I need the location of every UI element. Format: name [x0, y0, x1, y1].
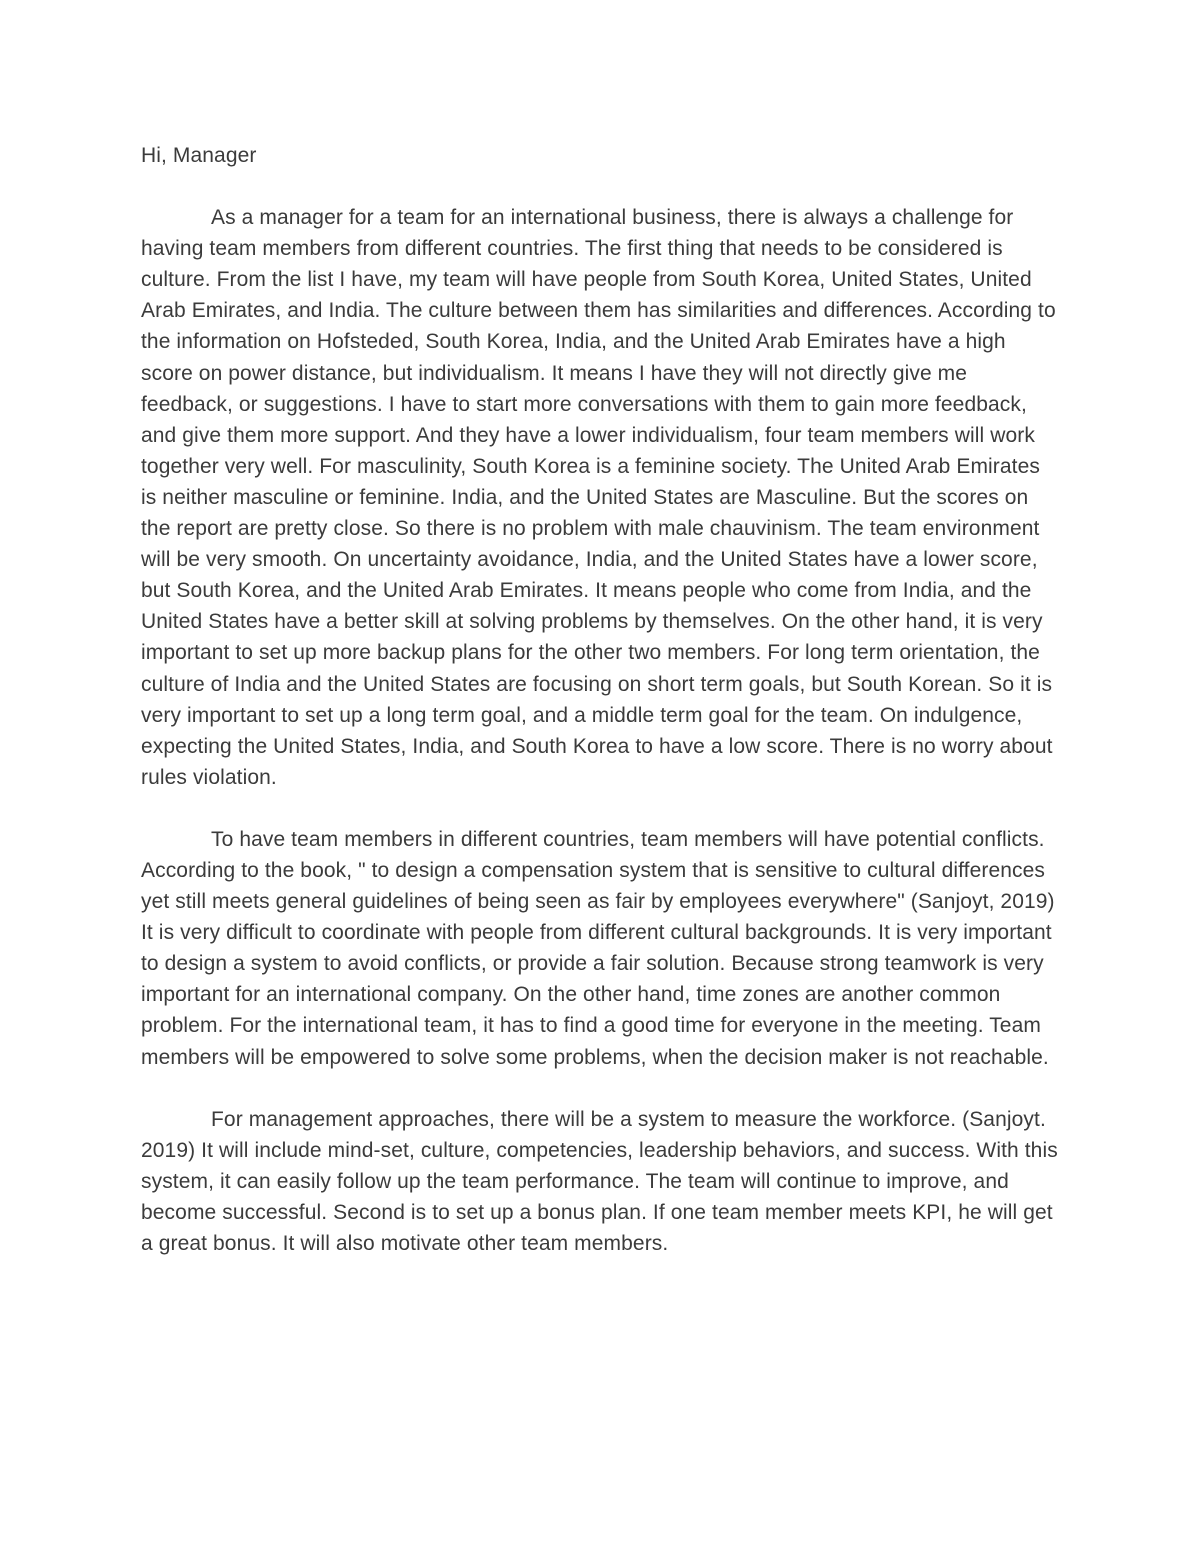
paragraph-culture: As a manager for a team for an international business, there is always a challenge for having team members from different countries. The first thing that needs to be considered is culture. From the list I have, my team will have people from South Korea, United States, United Arab Emirates, and India. The culture between them has similarities and differences. According to the information on Hofsteded, South Korea, India, and the United Arab Emirates have a high score on power distance, but individualism. It means I have they will not directly give me feedback, or suggestions. I have to start more conversations with them to gain more feedback, and give them more support. And they have a lower individualism, four team members will work together very well. For masculinity, South Korea is a feminine society. The United Arab Emirates is neither masculine or feminine. India, and the United States are Masculine. But the scores on the report are pretty close. So there is no problem with male chauvinism. The team environment will be very smooth. On uncertainty avoidance, India, and the United States have a lower score, but South Korea, and the United Arab Emirates. It means people who come from India, and the United States have a better skill at solving problems by themselves. On the other hand, it is very important to set up more backup plans for the other two members. For long term orientation, the culture of India and the United States are focusing on short term goals, but South Korean. So it is very important to set up a long term goal, and a middle term goal for the team. On indulgence, expecting the United States, India, and South Korea to have a low score. There is no worry about rules violation. [141, 206, 1056, 789]
paragraph-management: For management approaches, there will be a system to measure the workforce. (Sanjoyt. 2019) It will include mind-set, culture, competencies, leadership behaviors, and success. With this system, it can easily follow up the team performance. The team will continue to improve, and become successful. Second is to set up a bonus plan. If one team member meets KPI, he will get a great bonus. It will also motivate other team members. [141, 1107, 1058, 1255]
paragraph-conflicts: To have team members in different countries, team members will have potential conflicts. According to the book, " to design a compensation system that is sensitive to cultural differences yet still meets general guidelines of being seen as fair by employees everywhere" (Sanjoyt, 2019) It is very difficult to coordinate with people from different cultural backgrounds. It is very important to design a system to avoid conflicts, or provide a fair solution. Because strong teamwork is very important for an international company. On the other hand, time zones are another common problem. For the international team, it has to find a good time for everyone in the meeting. Team members will be empowered to solve some problems, when the decision maker is not reachable. [141, 827, 1055, 1069]
document-body [141, 140, 1061, 1259]
greeting: Hi, Manager [141, 144, 257, 167]
